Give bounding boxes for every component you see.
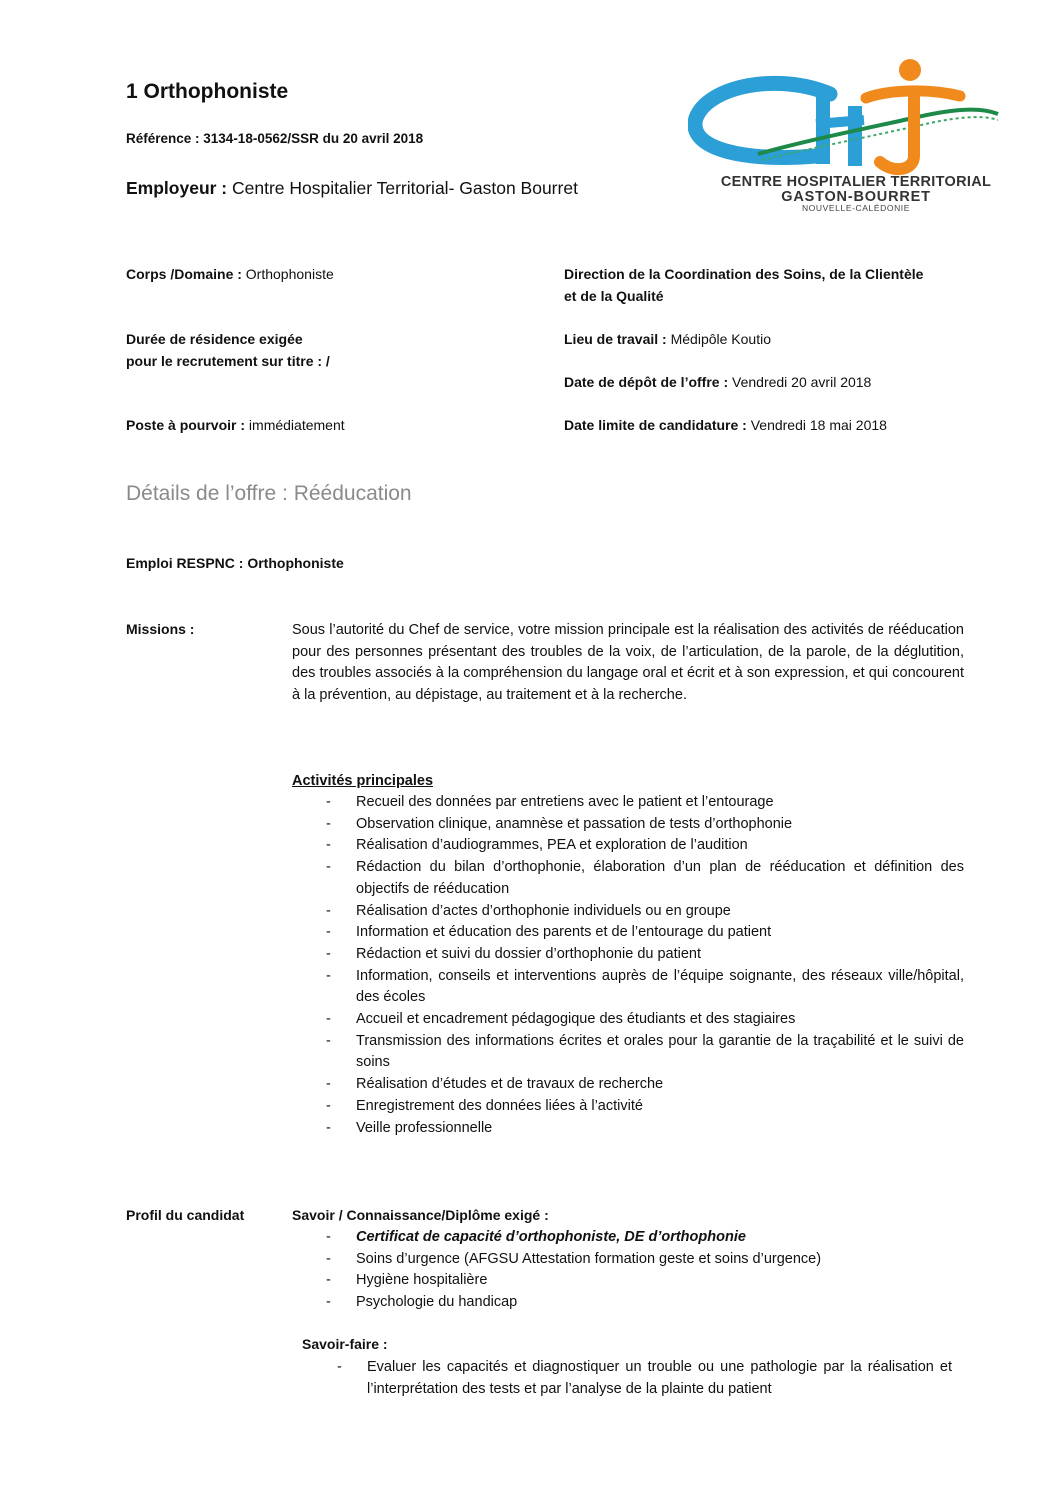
list-item: - Recueil des données par entretiens avec le patient et l’entourage bbox=[326, 794, 774, 810]
profile-label: Profil du candidat bbox=[126, 1207, 245, 1223]
details-title: Détails de l’offre : Rééducation bbox=[126, 482, 412, 505]
duree-line-2: pour le recrutement sur titre : / bbox=[126, 353, 330, 369]
limite-value: Vendredi 18 mai 2018 bbox=[746, 417, 887, 433]
depot-row bbox=[564, 371, 871, 393]
limite-label: Date limite de candidature : bbox=[564, 417, 747, 433]
list-item: - Certificat de capacité d’orthophoniste, DE d’orthophonie bbox=[326, 1229, 746, 1245]
missions-text: Sous l’autorité du Chef de service, votre mission principale est la réalisation des activités de rééducation pour des personnes présentant des troubles de la voix, de l’articulation, de la parole, de la déglutition, des troubles associés à la compréhension du langage oral et écrit et à son expression, et qui concourent à la prévention, au dépistage, au traitement et à la recherche. bbox=[292, 622, 964, 703]
page-title: 1 Orthophoniste bbox=[126, 80, 289, 103]
poste-label: Poste à pourvoir : bbox=[126, 417, 246, 433]
list-item: - Réalisation d’actes d’orthophonie individuels ou en groupe bbox=[326, 902, 731, 919]
depot-value: Vendredi 20 avril 2018 bbox=[728, 374, 872, 390]
savoir-faire-title: Savoir-faire : bbox=[302, 1336, 388, 1352]
lieu-label: Lieu de travail : bbox=[564, 331, 667, 347]
depot-label: Date de dépôt de l’offre : bbox=[564, 374, 729, 390]
lieu-value: Médipôle Koutio bbox=[666, 331, 771, 347]
list-item: - Veille professionnelle bbox=[326, 1119, 493, 1136]
emploi-line: Emploi RESPNC : Orthophoniste bbox=[126, 555, 344, 571]
list-item: - Evaluer les capacités et diagnostiquer un trouble ou une pathologie par la réalisation et l’interprétation des tests et par l’analyse de la plainte du patient bbox=[337, 1359, 952, 1397]
list-item: - Enregistrement des données liées à l’activité bbox=[326, 1097, 643, 1114]
employer-value: Centre Hospitalier Territorial- Gaston Bourret bbox=[227, 178, 578, 198]
employer-label: Employeur : bbox=[126, 178, 228, 198]
list-item: - Observation clinique, anamnèse et passation de tests d’orthophonie bbox=[326, 815, 793, 832]
direction-line-2: et de la Qualité bbox=[564, 288, 664, 304]
list-item: - Réalisation d’audiogrammes, PEA et exploration de l’audition bbox=[326, 837, 748, 854]
list-item: - Information, conseils et interventions auprès de l’équipe soignante, des réseaux ville/hôpital, des écoles bbox=[326, 967, 964, 1006]
list-item: - Rédaction et suivi du dossier d’orthophonie du patient bbox=[326, 945, 702, 962]
list-item: - Accueil et encadrement pédagogique des étudiants et des stagiaires bbox=[326, 1011, 796, 1028]
missions-label: Missions : bbox=[126, 621, 195, 637]
logo-line-1: CENTRE HOSPITALIER TERRITORIAL bbox=[720, 174, 992, 190]
list-item: - Psychologie du handicap bbox=[326, 1294, 518, 1311]
employer-line bbox=[126, 178, 578, 199]
list-item: - Hygiène hospitalière bbox=[326, 1272, 488, 1289]
corps-row bbox=[126, 263, 334, 285]
activities-list bbox=[326, 792, 964, 1139]
poste-value: immédiatement bbox=[245, 417, 345, 433]
savoir-list bbox=[326, 1227, 916, 1314]
list-item: - Réalisation d’études et de travaux de recherche bbox=[326, 1076, 664, 1093]
corps-label: Corps /Domaine : bbox=[126, 266, 242, 282]
logo-line-2: GASTON-BOURRET bbox=[781, 189, 931, 205]
savoir-faire-list bbox=[337, 1357, 952, 1400]
list-item: - Soins d’urgence (AFGSU Attestation formation geste et soins d’urgence) bbox=[326, 1250, 822, 1267]
limite-row bbox=[564, 414, 887, 436]
corps-value: Orthophoniste bbox=[241, 266, 334, 282]
poste-row bbox=[126, 414, 345, 436]
logo-line-3: NOUVELLE-CALÉDONIE bbox=[801, 203, 911, 213]
savoir-title: Savoir / Connaissance/Diplôme exigé : bbox=[292, 1207, 549, 1223]
list-item: - Rédaction du bilan d’orthophonie, élaboration d’un plan de rééducation et définition des objectifs de rééducation bbox=[326, 859, 964, 897]
reference-line: Référence : 3134-18-0562/SSR du 20 avril 2018 bbox=[126, 131, 424, 146]
activities-title: Activités principales bbox=[292, 773, 434, 789]
duree-line-1: Durée de résidence exigée bbox=[126, 331, 303, 347]
list-item: - Transmission des informations écrites et orales pour la garantie de la traçabilité et le suivi de soins bbox=[326, 1032, 964, 1071]
lieu-row bbox=[564, 328, 771, 350]
direction-line-1: Direction de la Coordination des Soins, de la Clientèle bbox=[564, 266, 924, 282]
list-item: - Information et éducation des parents et de l’entourage du patient bbox=[326, 924, 772, 941]
